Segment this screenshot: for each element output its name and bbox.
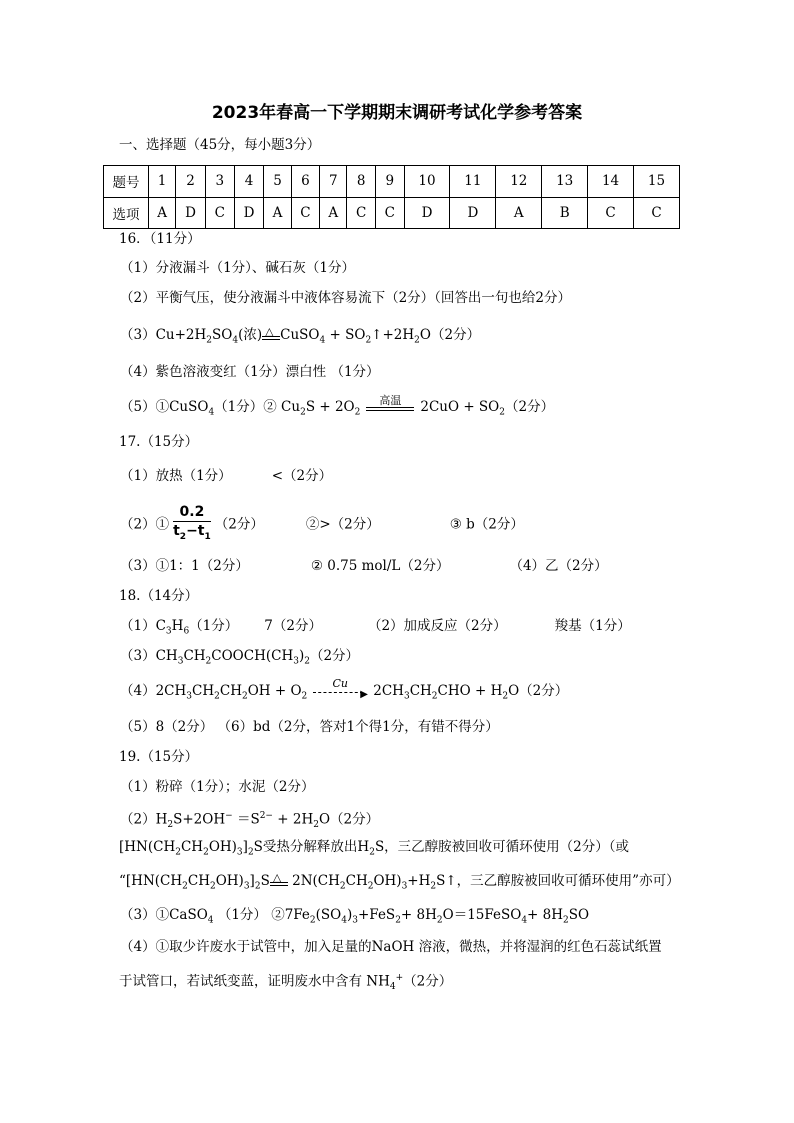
question-number-cell: 5 [264, 166, 291, 198]
question-number-cell: 12 [496, 166, 542, 198]
page-title: 2023年春高一下学期期末调研考试化学参考答案 [211, 103, 583, 123]
question-number-cell: 4 [234, 166, 264, 198]
answer-cell: A [264, 197, 291, 229]
table-row-numbers [104, 166, 680, 198]
row-label: 选项 [104, 197, 149, 229]
answer-cell: A [496, 197, 542, 229]
answer-cell: C [291, 197, 320, 229]
q16-part3: $(3)Cu+2H_2SO_4$(浓) △ CuSO$_4$ + $SO_2↑+2H_2O(2$分） [120, 324, 481, 346]
q18-heading: 18.（14分） [119, 588, 199, 604]
section-choice-heading: 一、选择题（45分，每小题3分） [119, 137, 321, 153]
question-number-cell: 13 [542, 166, 588, 198]
question-number-cell: 7 [320, 166, 347, 198]
answer-cell: A [149, 197, 176, 229]
q19-part2-explanation: $[HN(CH_2CH_2OH)_3]_2S$受热分解释放出$H_2S$，三乙醇胺被回收可循环使用（2分）（或 [119, 839, 630, 858]
q17-part1: （1）放热（1分） <（2分） [120, 468, 333, 484]
heat-equals-sign: △ [262, 329, 280, 343]
q19-part2-alternative: “$[HN(CH_2CH_2OH)_3]_2S$ △ $2N(CH_2CH_2OH)_3+H_2S↑$，三乙醇胺被回收可循环使用”亦可） [119, 870, 680, 892]
heat-equals-sign: △ [270, 875, 288, 889]
question-number-cell: 10 [404, 166, 450, 198]
q19-part4-line2: 于试管口，若试纸变蓝，证明废水中含有 $NH_4^+(2$分） [119, 973, 453, 993]
q18-part5-6: （5）8（2分） （6）bd（2分，答对1个得1分，有错不得分） [120, 719, 499, 735]
question-number-cell: 11 [450, 166, 496, 198]
q18-part3: $(3)CH_3CH_2COOCH(CH_3)_2(2$分） [120, 648, 360, 667]
q16-part4: （4）紫色溶液变红（1分）漂白性 （1分） [120, 364, 380, 380]
question-number-cell: 15 [634, 166, 680, 198]
row-label: 题号 [104, 166, 149, 198]
q16-part2: （2）平衡气压，使分液漏斗中液体容易流下（2分）（回答出一句也给2分） [120, 290, 572, 306]
answer-cell: D [234, 197, 264, 229]
answer-cell: D [176, 197, 206, 229]
table-row-answers [104, 197, 680, 229]
q19-part3: （3）①CaSO$_4$ （1分） $②7Fe_2(SO_4)_3+FeS_2+$ $8H_2O=15FeSO_4+ 8H_2SO$ [120, 907, 590, 926]
q17-part2: （2）① $\frac{0.2}{t_2-t_1}$ （2分） ②>（2分） ③ b（2分） [120, 504, 524, 546]
q18-part4: $(4)2CH_3CH_2CH_2OH + O_2$ Cu ▶ $2CH_3CH_2CHO + H_2O(2$分） [120, 676, 569, 702]
question-number-cell: 8 [347, 166, 376, 198]
q17-part3: （3）①1：1（2分） ② 0.75 mol/L（2分） （4）乙（2分） [120, 558, 608, 574]
q19-part2: $(2)H_2S+2OH^- =S^{2-} + 2H_2O(2$分） [120, 811, 380, 831]
rate-fraction: $\frac{0.2}{t_2-t_1}$ [173, 504, 211, 542]
question-number-cell: 3 [205, 166, 234, 198]
q19-part4-line1: （4）①取少许废水于试管中，加入足量的NaOH 溶液，微热，并将湿润的红色石蕊试纸置 [120, 939, 662, 955]
answer-cell: C [347, 197, 376, 229]
q16-part1: （1）分液漏斗（1分）、碱石灰（1分） [120, 260, 356, 276]
question-number-cell: 6 [291, 166, 320, 198]
q19-heading: 19.（15分） [119, 749, 199, 765]
answer-cell: D [404, 197, 450, 229]
answer-cell: C [588, 197, 634, 229]
q16-part5: （5）①CuSO$_4$（1分）② $Cu_2S + 2O_2$ 高温 $2CuO + SO_2(2$分） [120, 393, 555, 418]
answer-cell: B [542, 197, 588, 229]
q16-heading: 16．（11分） [119, 231, 201, 247]
answer-cell: C [205, 197, 234, 229]
q18-part1: $(1)C_3H_6(1$分） 7（2分） （2）加成反应（2分） 羧基（1分） [120, 618, 631, 637]
answer-cell: C [634, 197, 680, 229]
answer-cell: A [320, 197, 347, 229]
high-temp-condition: 高温 [366, 401, 414, 415]
q19-part1: （1）粉碎（1分）；水泥（2分） [120, 779, 315, 795]
question-number-cell: 2 [176, 166, 206, 198]
catalyst-arrow: Cu ▶ [313, 685, 367, 699]
q17-heading: 17.（15分） [119, 434, 199, 450]
question-number-cell: 14 [588, 166, 634, 198]
question-number-cell: 9 [375, 166, 404, 198]
answer-cell: C [375, 197, 404, 229]
answer-cell: D [450, 197, 496, 229]
answer-table [103, 165, 680, 229]
question-number-cell: 1 [149, 166, 176, 198]
